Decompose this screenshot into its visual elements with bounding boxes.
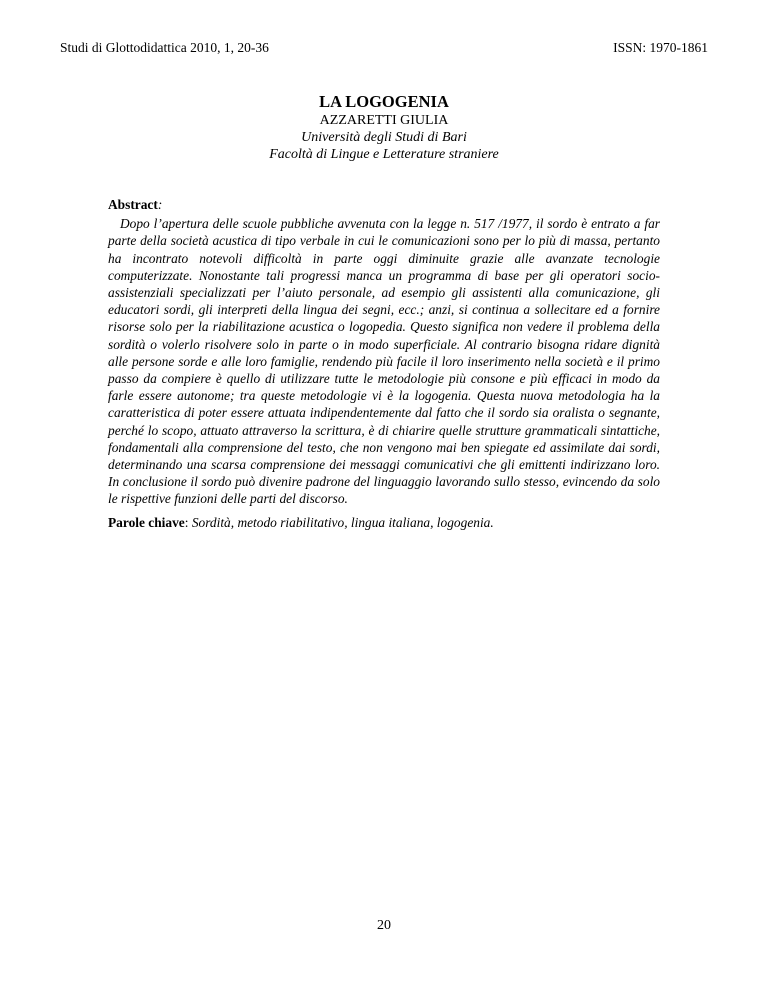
keywords-label: Parole chiave (108, 514, 185, 530)
title-block (0, 92, 768, 163)
university-affiliation: Università degli Studi di Bari (301, 130, 467, 145)
author-name: AZZARETTI GIULIA (319, 113, 449, 128)
journal-citation: Studi di Glottodidattica 2010, 1, 20-36 (60, 40, 269, 55)
issn-label: ISSN: 1970-1861 (613, 40, 708, 55)
abstract-text: Dopo l’apertura delle scuole pubbliche avvenuta con la legge n. 517 /1977, il sordo è entrato a far parte della società acustica di tipo verbale in cui le comunicazioni sono per lo più di massa, pertanto ha incontrato notevoli difficoltà in parte oggi diminuite grazie alle avanzate tecnologie computerizzate. Nonostante tali progressi manca un programma di base per gli operatori socio-assistenziali specializzati per l’aiuto personale, ad esempio gli assistenti alla comunicazione, gli educatori sordi, gli interpreti della lingua dei segni, ecc.; anzi, si continua a sollecitare ed a fornire risorse solo per la riabilitazione acustica o logopedia. Questo significa non vedere il problema della sordità o volerlo risolvere solo in parte o in modo superficiale. Al contrario bisogna ridare dignità alle persone sorde e alle loro famiglie, rendendo più facile il loro inserimento nella società e il primo passo da compiere è quello di utilizzare tutte le metodologie più consone e più efficaci in modo da farle essere autonome; tra queste metodologie vi è la logogenia. Questa nuova metodologia ha la caratteristica di poter essere attuata indipendentemente dal fatto che il sordo sia oralista o segnante, perché lo scopo, attuato attraverso la scrittura, è di chiarire quelle strutture grammaticali sintattiche, fondamentali alla comprensione del testo, che non vengono mai ben spiegate ed assimilate dai sordi, determinando una scarsa comprensione dei messaggi comunicativi che gli emittenti indirizzano loro. In conclusione il sordo può divenire padrone del linguaggio lavorando sullo stesso, evincendo da solo le rispettive funzioni delle parti del discorso. (108, 216, 660, 507)
keywords-line (108, 514, 660, 531)
article-title: LA LOGOGENIA (319, 92, 449, 111)
abstract-label: Abstract (108, 197, 158, 212)
abstract-section (108, 196, 660, 531)
abstract-colon: : (157, 197, 163, 212)
keywords-colon: : (184, 514, 192, 530)
faculty-affiliation: Facoltà di Lingue e Letterature straniere (269, 147, 499, 162)
keywords-text: Sordità, metodo riabilitativo, lingua italiana, logogenia. (191, 514, 494, 530)
abstract-heading (108, 196, 660, 213)
running-header (60, 40, 708, 60)
page-number: 20 (377, 918, 391, 933)
